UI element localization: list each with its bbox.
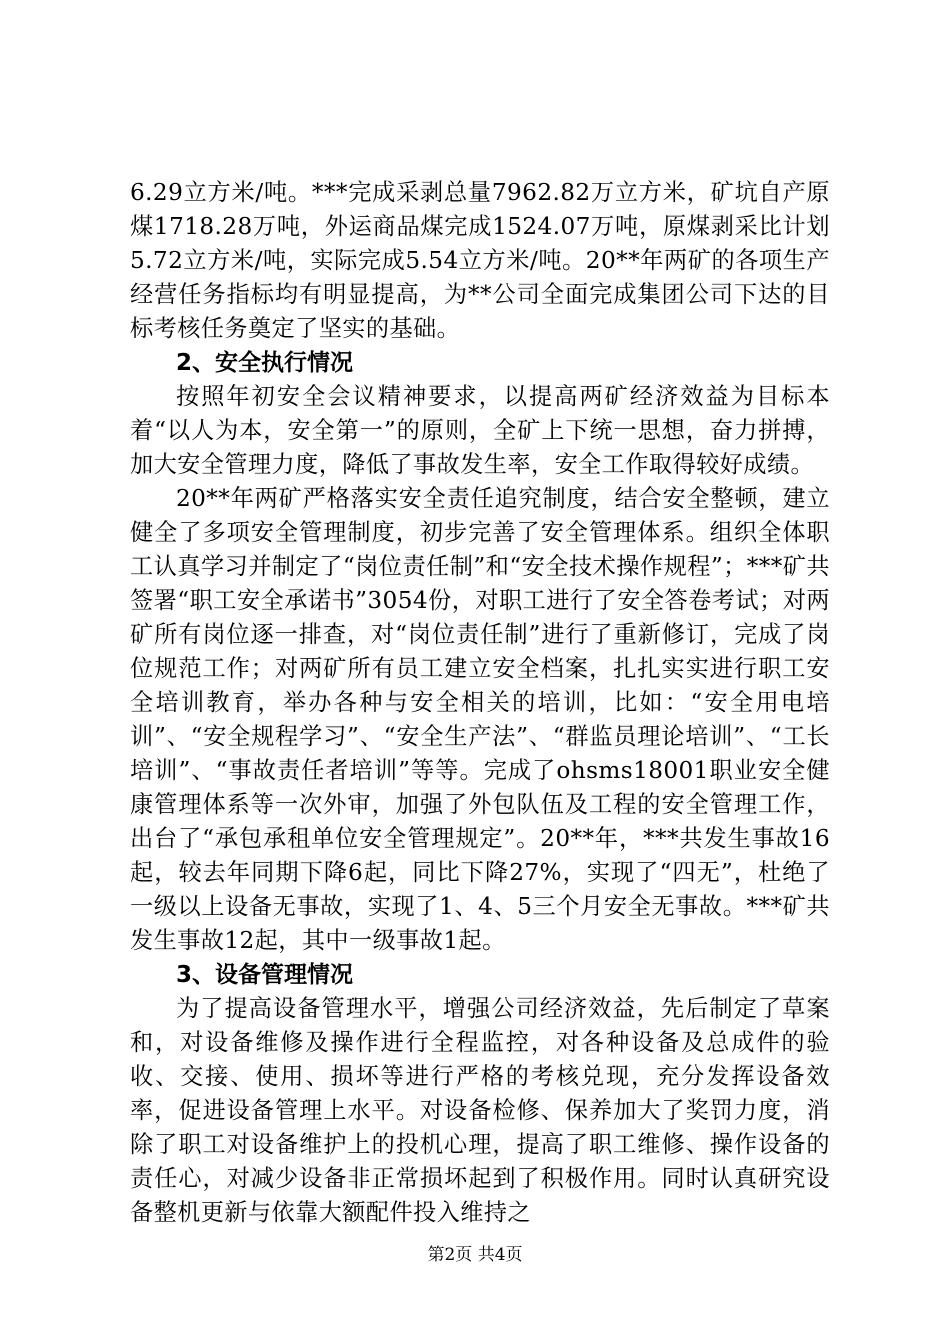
page-footer: 第2页 共4页 [427, 1245, 523, 1265]
section-heading-safety: 2、安全执行情况 [176, 350, 354, 376]
paragraph-equipment-management: 为了提高设备管理水平，增强公司经济效益，先后制定了草案和，对设备维修及操作进行全程监控，对各种设备及总成件的验收、交接、使用、损坏等进行严格的考核兑现，充分发挥设备效率，促进设备管理上水平。对设备检修、保养加大了奖罚力度，消除了职工对设备维护上的投机心理，提高了职工维修、操作设备的责任心，对减少设备非正常损坏起到了积极作用。同时认真研究设备整机更新与依靠大额配件投入维持之 [130, 995, 830, 1226]
paragraph-safety-overview: 按照年初安全会议精神要求，以提高两矿经济效益为目标本着“以人为本，安全第一”的原则，全矿上下统一思想，奋力拼搏，加大安全管理力度，降低了事故发生率，安全工作取得较好成绩。 [130, 383, 830, 478]
paragraph-production-results: 6.29立方米/吨。***完成采剥总量7962.82万立方米，矿坑自产原煤1718.28万吨，外运商品煤完成1524.07万吨，原煤剥采比计划5.72立方米/吨，实际完成5.54立方米/吨。20**年两矿的各项生产经营任务指标均有明显提高，为**公司全面完成集团公司下达的目标考核任务奠定了坚实的基础。 [130, 179, 830, 342]
document-body [130, 176, 830, 1230]
section-heading-equipment: 3、设备管理情况 [176, 962, 354, 988]
paragraph-safety-details: 20**年两矿严格落实安全责任追究制度，结合安全整顿，建立健全了多项安全管理制度，初步完善了安全管理体系。组织全体职工认真学习并制定了“岗位责任制”和“安全技术操作规程”；***矿共签署“职工安全承诺书”3054份，对职工进行了安全答卷考试；对两矿所有岗位逐一排查，对“岗位责任制”进行了重新修订，完成了岗位规范工作；对两矿所有员工建立安全档案，扎扎实实进行职工安全培训教育，举办各种与安全相关的培训，比如：“安全用电培训”、“安全规程学习”、“安全生产法”、“群监员理论培训”、“工长培训”、“事故责任者培训”等等。完成了ohsms18001职业安全健康管理体系等一次外审，加强了外包队伍及工程的安全管理工作，出台了“承包承租单位安全管理规定”。20**年，***共发生事故16起，较去年同期下降6起，同比下降27%，实现了“四无”，杜绝了一级以上设备无事故，实现了1、4、5三个月安全无事故。***矿共发生事故12起，其中一级事故1起。 [130, 485, 830, 954]
